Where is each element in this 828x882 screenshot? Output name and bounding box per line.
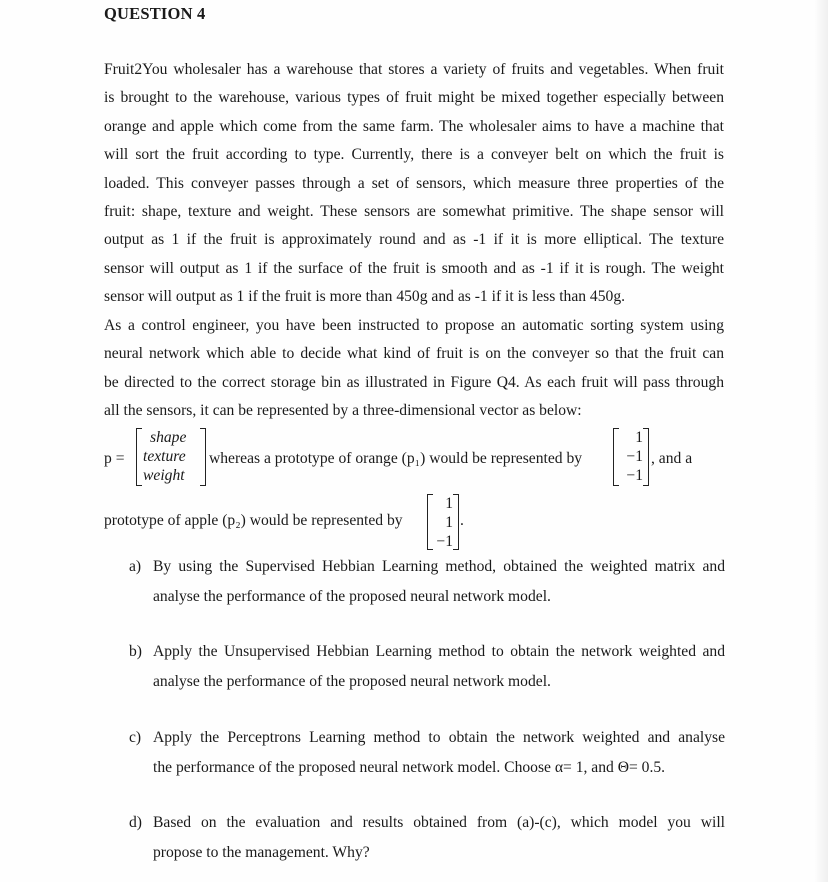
question-line: analyse the performance of the proposed neural network model. — [153, 587, 551, 605]
control-line: all the sensors, it can be represented by a three-dimensional vector as below: — [104, 402, 582, 420]
orange-entry: 1 — [635, 429, 643, 446]
page-edge-shadow — [814, 0, 828, 882]
apple-prototype-row — [104, 494, 724, 550]
vector-entry-shape: shape — [150, 429, 187, 446]
vector-entry-weight: weight — [143, 467, 185, 484]
orange-vector — [614, 428, 648, 486]
intro-line: sensor will output as 1 if the surface of the fruit is smooth and as -1 if it is rough. The weight — [104, 259, 724, 277]
apple-end-period: . — [460, 512, 464, 529]
control-line: neural network which able to decide what kind of fruit is on the conveyer so that the fruit can — [104, 345, 724, 363]
orange-prototype-text: whereas a prototype of orange (p₁) would be represented by — [209, 450, 583, 467]
intro-line: loaded. This conveyer passes through a set of sensors, which measure three properties of the — [104, 174, 724, 192]
vector-p-symbol: p = — [104, 450, 125, 467]
question-label: a) — [129, 558, 142, 575]
orange-entry: −1 — [626, 448, 643, 465]
right-bracket — [200, 428, 206, 486]
question-line: Apply the Perceptrons Learning method to obtain the network weighted and analyse — [153, 729, 725, 746]
question-text — [153, 637, 725, 696]
intro-paragraph — [104, 56, 724, 312]
intro-line: sensor will output as 1 if the fruit is more than 450g and as -1 if it is less than 450g. — [104, 288, 626, 306]
right-bracket — [643, 428, 649, 486]
left-bracket — [427, 494, 433, 550]
intro-line: Fruit2You wholesaler has a warehouse that stores a variety of fruits and vegetables. When fruit — [104, 61, 724, 78]
question-label: c) — [129, 729, 142, 746]
question-line: Based on the evaluation and results obtained from (a)-(c), which model you will — [153, 814, 725, 831]
apple-prototype-text: prototype of apple (p₂) would be represented by — [104, 512, 403, 529]
orange-entry: −1 — [626, 467, 643, 484]
question-text — [153, 723, 725, 782]
intro-line: orange and apple which come from the same farm. The wholesaler aims to have a machine that — [104, 117, 724, 135]
apple-entry: −1 — [436, 533, 453, 550]
left-bracket — [613, 428, 619, 486]
question-line: analyse the performance of the proposed neural network model. — [153, 672, 551, 690]
question-heading: QUESTION 4 — [104, 4, 206, 23]
control-line: As a control engineer, you have been instructed to propose an automatic sorting system using — [104, 317, 724, 334]
question-line: Apply the Unsupervised Hebbian Learning method to obtain the network weighted and — [153, 643, 725, 660]
question-label: d) — [129, 814, 142, 831]
vector-p-matrix — [137, 428, 205, 486]
vector-definition-row — [104, 428, 724, 488]
control-paragraph — [104, 312, 724, 426]
question-label: b) — [129, 643, 142, 660]
vector-entry-texture: texture — [143, 448, 186, 465]
apple-entry: 1 — [445, 495, 453, 512]
intro-line: is brought to the warehouse, various types of fruit might be mixed together especially between — [104, 89, 724, 107]
question-text — [153, 808, 725, 867]
question-line: By using the Supervised Hebbian Learning method, obtained the weighted matrix and — [153, 558, 725, 575]
question-line: propose to the management. Why? — [153, 843, 370, 861]
question-line: the performance of the proposed neural network model. Choose α= 1, and Θ= 0.5. — [153, 758, 666, 776]
right-bracket — [453, 494, 459, 550]
question-text — [153, 552, 725, 611]
intro-line: will sort the fruit according to type. Currently, there is a conveyer belt on which the fruit is — [104, 146, 724, 164]
intro-line: fruit: shape, texture and weight. These sensors are somewhat primitive. The shape sensor will — [104, 202, 724, 220]
intro-line: output as 1 if the fruit is approximately round and as -1 if it is more elliptical. The texture — [104, 231, 724, 249]
apple-vector — [428, 494, 458, 550]
control-line: be directed to the correct storage bin as illustrated in Figure Q4. As each fruit will pass through — [104, 373, 724, 391]
and-a-text: , and a — [651, 450, 693, 467]
apple-entry: 1 — [445, 514, 453, 531]
